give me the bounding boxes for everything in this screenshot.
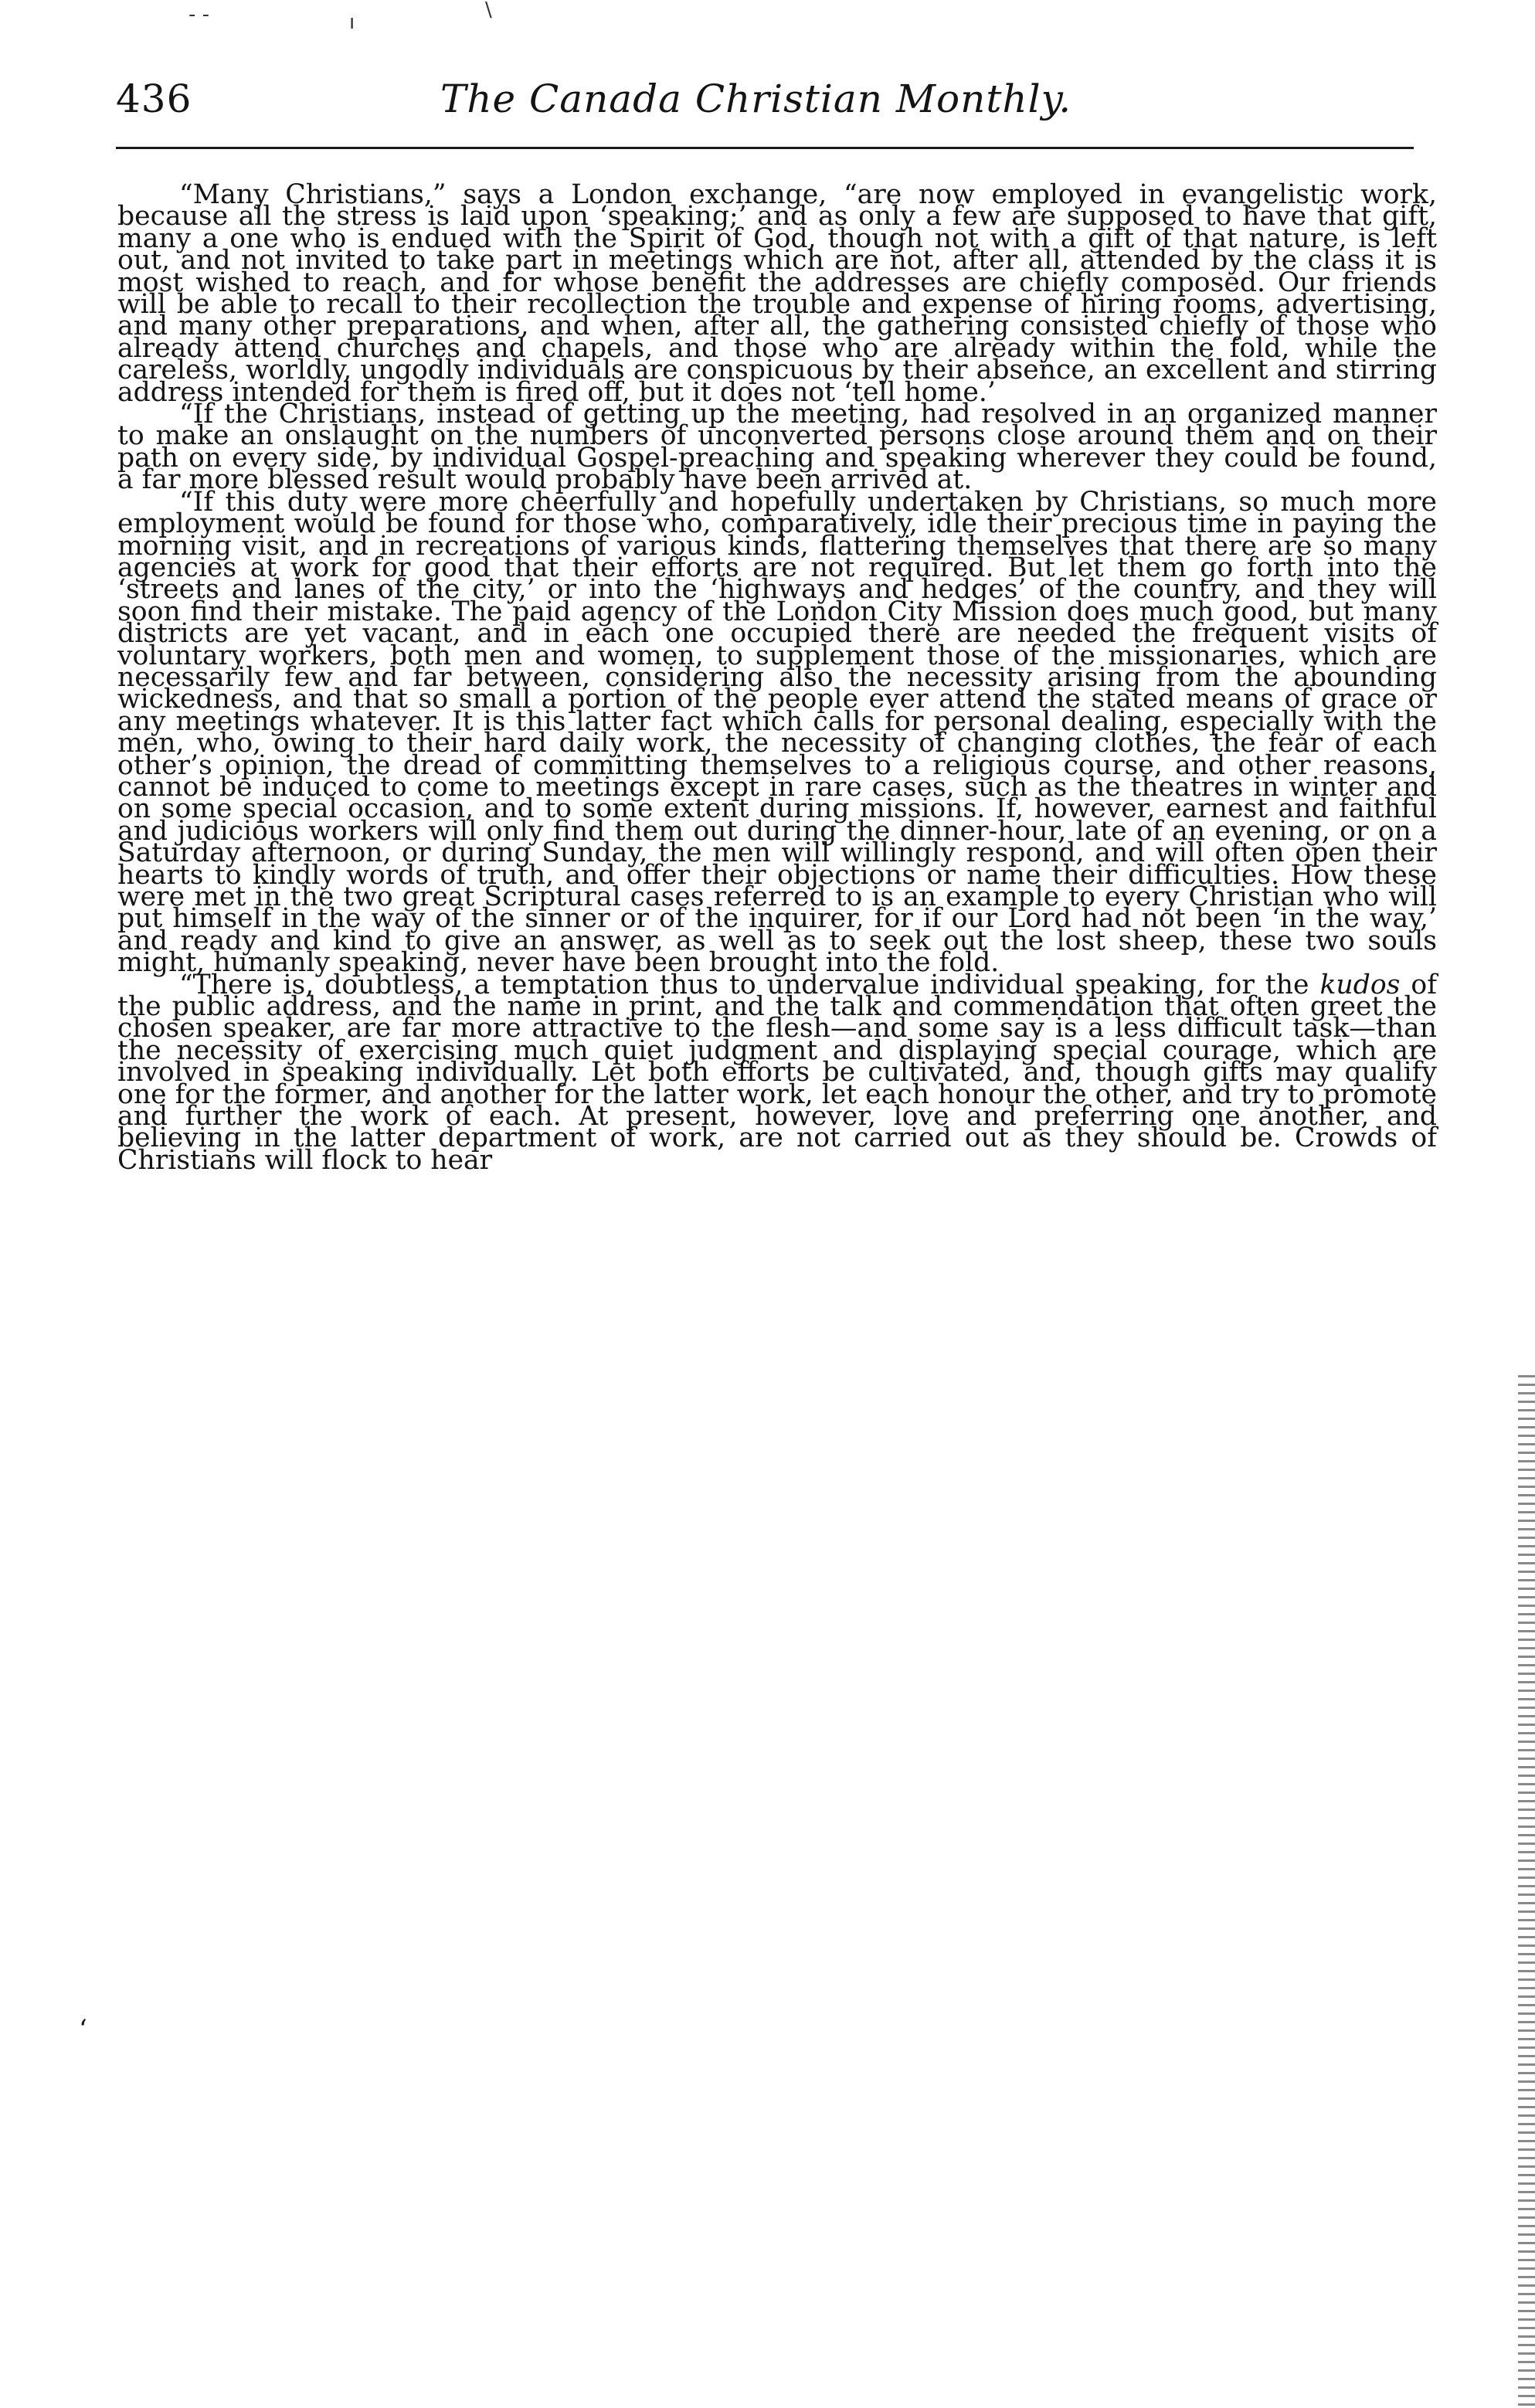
paragraph-text: “There is, doubtless, a temptation thus to undervalue individual speaking, for the <box>179 969 1320 1000</box>
page-header <box>116 68 1414 138</box>
paragraph <box>117 969 1437 1176</box>
header-rule <box>116 147 1414 149</box>
paragraph-text: of the public address, and the name in print, and the talk and commendation that often greet the chosen speaker, are far more attractive to the flesh—and some say is a less difficult task—than the necessity of exercising much quiet judgment and displaying special courage, which are involved in speaking individually. Let both efforts be cultivated, and, though gifts may qualify one for the former, and another for the latter work, let each honour the other, and try to promote and further the work of each. At present, however, love and preferring one another, and believing in the latter department of work, are not carried out as they should be. Crowds of Christians will flock to hear <box>117 969 1437 1176</box>
scan-speck: - - <box>188 3 210 26</box>
margin-mark: ‘ <box>79 2014 87 2045</box>
scan-speck: \ <box>485 0 492 22</box>
paragraph: “Many Christians,” says a London exchange, “are now employed in evangelistic work, because all the stress is laid upon ‘speaking;’ and as only a few are supposed to have that gift, many a one who is endued with the Spirit of God, though not with a gift of that nature, is left out, and not invited to take part in meetings which are not, after all, attended by the class it is most wished to reach, and for whose benefit the addresses are chiefly composed. Our friends will be able to recall to their recollection the trouble and expense of hiring rooms, advertising, and many other preparations, and when, after all, the gathering consisted chiefly of those who already attend churches and chapels, and those who are already within the fold, while the careless, worldly, ungodly individuals are conspicuous by their absence, an excellent and stirring address intended for them is fired off, but it does not ‘tell home.’ <box>117 179 1437 408</box>
scan-edge-shadow <box>1518 1375 1535 2408</box>
paragraph: “If this duty were more cheerfully and hopefully undertaken by Christians, so much more employment would be found for those who, comparatively, idle their precious time in paying the morning visit, and in recreations of various kinds, flattering themselves that there are so many agencies at work for good that their efforts are not required. But let them go forth into the ‘streets and lanes of the city,’ or into the ‘highways and hedges’ of the country, and they will soon find their mistake. The paid agency of the London City Mission does much good, but many districts are yet vacant, and in each one occupied there are needed the frequent visits of voluntary workers, both men and women, to supplement those of the missionaries, which are necessarily few and far between, considering also the necessity arising from the abounding wickedness, and that so small a portion of the people ever attend the stated means of grace or any meetings whatever. It is this latter fact which calls for personal dealing, especially with the men, who, owing to their hard daily work, the necessity of changing clothes, the fear of each other’s opinion, the dread of committing themselves to a religious course, and other reasons, cannot be induced to come to meetings except in rare cases, such as the theatres in winter and on some special occasion, and to some extent during missions. If, however, earnest and faithful and judicious workers will only find them out during the dinner-hour, late of an evening, or on a Saturday afternoon, or during Sunday, the men will willingly respond, and will often open their hearts to kindly words of truth, and offer their objections or name their difficulties. How these were met in the two great Scriptural cases referred to is an example to every Christian who will put himself in the way of the sinner or of the inquirer, for if our Lord had not been ‘in the way,’ and ready and kind to give an answer, as well as to seek out the lost sheep, these two souls might, humanly speaking, never have been brought into the fold. <box>117 486 1437 979</box>
italic-term: kudos <box>1319 969 1401 1000</box>
scan-speck: ı <box>349 11 355 34</box>
article-body <box>117 179 1437 1176</box>
running-title: The Canada Christian Monthly. <box>440 76 1072 121</box>
page-number: 436 <box>116 76 192 121</box>
paragraph: “If the Christians, instead of getting up the meeting, had resolved in an organized manner to make an onslaught on the numbers of unconverted persons close around them and on their path on every side, by individual Gospel-preaching and speaking wherever they could be found, a far more blessed result would probably have been arrived at. <box>117 399 1437 496</box>
